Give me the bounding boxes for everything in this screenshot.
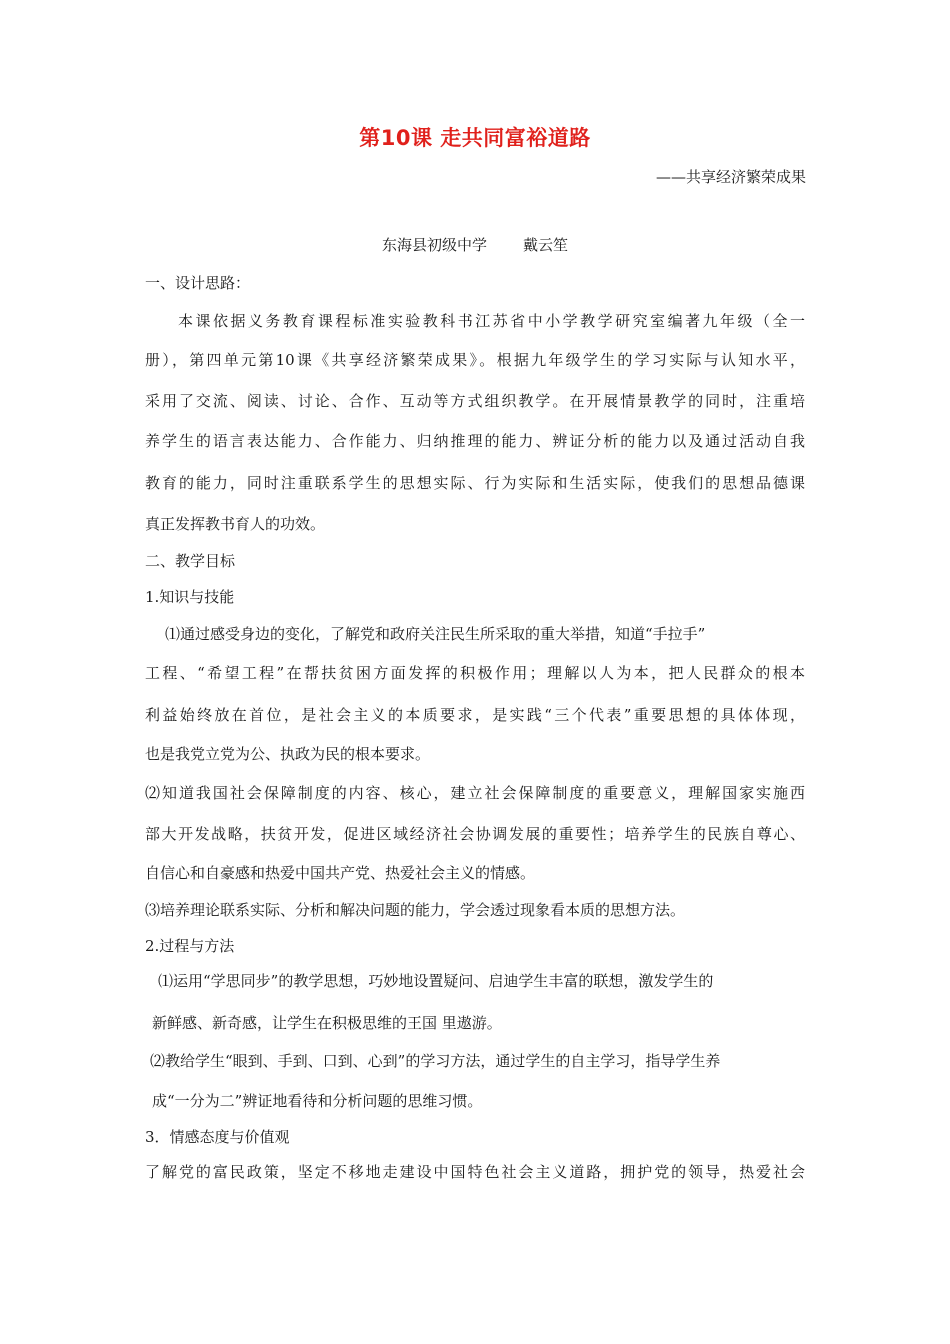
paragraph-line: 本课依据义务教育课程标准实验教科书江苏省中小学教学研究室编著九年级（全一 [178, 312, 805, 330]
page-subtitle: ——共享经济繁荣成果 [655, 168, 806, 186]
paragraph-line: 利益始终放在首位，是社会主义的本质要求，是实践“三个代表”重要思想的具体体现， [145, 706, 805, 724]
paragraph-line: ⑵教给学生“眼到、手到、口到、心到”的学习方法，通过学生的自主学习，指导学生养 [150, 1052, 721, 1070]
paragraph-line: ⑵知道我国社会保障制度的内容、核心，建立社会保障制度的重要意义，理解国家实施西 [145, 784, 805, 802]
section-heading: 一、设计思路： [145, 274, 251, 292]
paragraph-line: 养学生的语言表达能力、合作能力、归纳推理的能力、辨证分析的能力以及通过活动自我 [145, 432, 805, 450]
subsection-heading: 2.过程与方法 [145, 937, 235, 955]
paragraph-line: ⑴通过感受身边的变化，了解党和政府关注民生所采取的重大举措，知道“手拉手” [165, 625, 706, 643]
paragraph-line: 部大开发战略，扶贫开发，促进区域经济社会协调发展的重要性；培养学生的民族自尊心、 [145, 825, 805, 843]
author-name: 戴云笙 [523, 236, 569, 254]
paragraph-line: ⑶培养理论联系实际、分析和解决问题的能力，学会透过现象看本质的思想方法。 [145, 901, 686, 919]
paragraph-line: 工程、“希望工程”在帮扶贫困方面发挥的积极作用；理解以人为本，把人民群众的根本 [145, 664, 805, 682]
subsection-heading: 3．情感态度与价值观 [145, 1128, 290, 1146]
paragraph-line: 自信心和自豪感和热爱中国共产党、热爱社会主义的情感。 [145, 864, 536, 882]
paragraph-line: 了解党的富民政策，坚定不移地走建设中国特色社会主义道路，拥护党的领导，热爱社会 [145, 1163, 805, 1181]
paragraph-line: 真正发挥教书育人的功效。 [145, 515, 326, 533]
paragraph-line: 采用了交流、阅读、讨论、合作、互动等方式组织教学。在开展情景教学的同时，注重培 [145, 392, 805, 410]
paragraph-line: 新鲜感、新奇感，让学生在积极思维的王国 里遨游。 [152, 1014, 502, 1032]
paragraph-line: 也是我党立党为公、执政为民的根本要求。 [145, 745, 431, 763]
author-line [0, 234, 950, 255]
school-name: 东海县初级中学 [381, 236, 487, 254]
page-title: 第10课 走共同富裕道路 [359, 126, 591, 150]
section-heading: 二、教学目标 [145, 552, 236, 570]
paragraph-line: 成“一分为二”辨证地看待和分析问题的思维习惯。 [152, 1092, 483, 1110]
paragraph-line: 册），第四单元第10课《共享经济繁荣成果》。根据九年级学生的学习实际与认知水平， [145, 351, 805, 369]
paragraph-line: 教育的能力，同时注重联系学生的思想实际、行为实际和生活实际，使我们的思想品德课 [145, 474, 805, 492]
paragraph-line: ⑴运用“学思同步”的教学思想，巧妙地设置疑问、启迪学生丰富的联想，激发学生的 [158, 972, 714, 990]
subsection-heading: 1.知识与技能 [145, 588, 235, 606]
